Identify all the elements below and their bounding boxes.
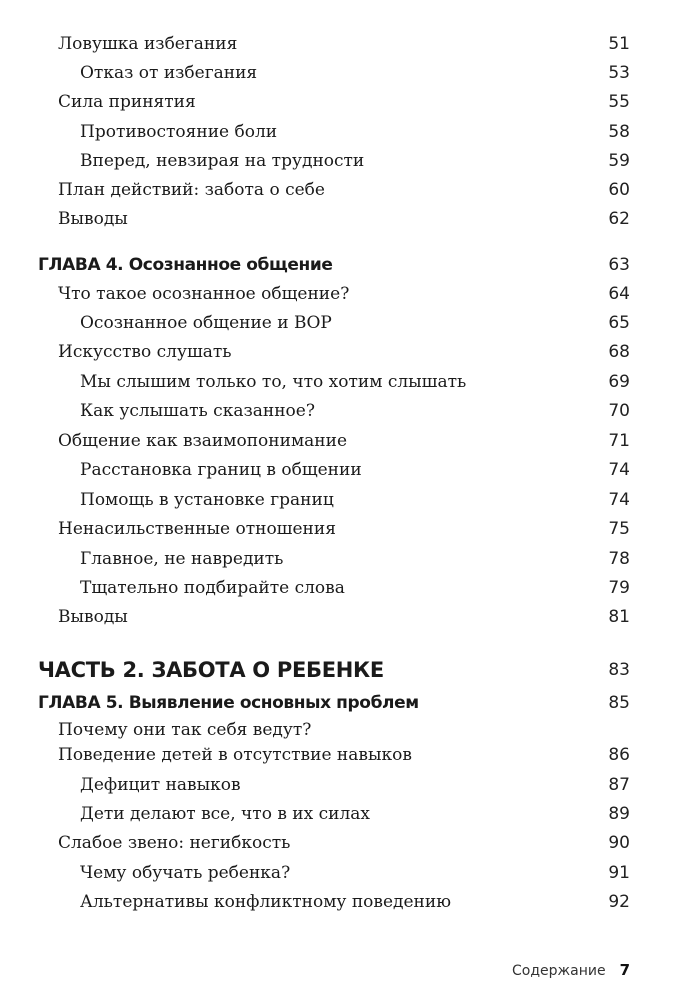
- toc-entry-page: 63: [608, 255, 630, 275]
- toc-entry-title: План действий: забота о себе: [58, 180, 325, 200]
- chapter-title: ГЛАВА 5. Выявление основных проблем: [38, 693, 419, 713]
- toc-chapter-heading: [0, 689, 683, 717]
- toc-subentry: [0, 771, 683, 799]
- toc-entry: [0, 88, 683, 116]
- toc-entry-title: Поведение детей в отсутствие навыков: [58, 745, 412, 765]
- toc-entry: [0, 515, 683, 543]
- toc-entry-title: Выводы: [58, 209, 128, 229]
- toc-entry-page: 58: [608, 122, 630, 142]
- toc-entry-page: 55: [608, 92, 630, 112]
- toc-entry-title: Ненасильственные отношения: [58, 519, 336, 539]
- toc-entry-page: 79: [608, 578, 630, 598]
- toc-subentry: [0, 59, 683, 87]
- toc-entry-page: 53: [608, 63, 630, 83]
- toc-subentry: [0, 309, 683, 337]
- toc-subentry: [0, 800, 683, 828]
- toc-entry-title: Вперед, невзирая на трудности: [80, 151, 365, 171]
- toc-entry-page: 64: [608, 284, 630, 304]
- toc-subentry: [0, 118, 683, 146]
- toc-entry-title: Главное, не навредить: [80, 549, 284, 569]
- toc-entry-title: Общение как взаимопонимание: [58, 431, 348, 451]
- toc-entry: [0, 603, 683, 631]
- toc-entry-page: 91: [608, 863, 630, 883]
- toc-entry: [0, 338, 683, 366]
- toc-entry-page: 89: [608, 804, 630, 824]
- toc-entry-page: 51: [608, 34, 630, 54]
- toc-entry: [0, 716, 683, 744]
- toc-entry-title: Что такое осознанное общение?: [58, 284, 350, 304]
- toc-entry-title: Дефицит навыков: [80, 775, 241, 795]
- toc-entry-page: 86: [608, 745, 630, 765]
- toc-entry: [0, 280, 683, 308]
- toc-subentry: [0, 456, 683, 484]
- toc-entry-title: Чему обучать ребенка?: [80, 863, 291, 883]
- toc-entry-page: 81: [608, 607, 630, 627]
- toc-entry-page: 71: [608, 431, 630, 451]
- toc-entry-page: 68: [608, 342, 630, 362]
- toc-entry-page: 87: [608, 775, 630, 795]
- toc-entry-page: 69: [608, 372, 630, 392]
- toc-entry-title: Искусство слушать: [58, 342, 232, 362]
- toc-subentry: [0, 397, 683, 425]
- toc-part-heading: [0, 656, 683, 684]
- toc-subentry: [0, 486, 683, 514]
- toc-entry: [0, 427, 683, 455]
- toc-entry: [0, 829, 683, 857]
- toc-entry-title: Помощь в установке границ: [80, 490, 334, 510]
- running-footer-label: Содержание: [511, 963, 606, 979]
- page-number: 7: [619, 961, 630, 979]
- toc-subentry: [0, 574, 683, 602]
- toc-entry-title: Отказ от избегания: [80, 63, 258, 83]
- chapter-title: ГЛАВА 4. Осознанное общение: [38, 255, 333, 275]
- toc-entry-title: Выводы: [58, 607, 128, 627]
- toc-subentry: [0, 888, 683, 916]
- toc-entry-page: 74: [608, 490, 630, 510]
- toc-entry-page: 83: [608, 660, 630, 680]
- toc-entry: [0, 741, 683, 769]
- toc-entry-title: Слабое звено: негибкость: [58, 833, 291, 853]
- toc-entry-title: Противостояние боли: [80, 122, 278, 142]
- toc-entry-title: Как услышать сказанное?: [80, 401, 315, 421]
- toc-entry: [0, 30, 683, 58]
- toc-subentry: [0, 859, 683, 887]
- toc-entry-title: Дети делают все, что в их силах: [80, 804, 371, 824]
- toc-entry-title: Альтернативы конфликтному поведению: [80, 892, 452, 912]
- page-footer: [512, 958, 630, 982]
- toc-subentry: [0, 545, 683, 573]
- toc-entry: [0, 205, 683, 233]
- toc-entry-page: 65: [608, 313, 630, 333]
- toc-entry-title: Ловушка избегания: [58, 34, 238, 54]
- toc-entry-title: Почему они так себя ведут?: [58, 720, 312, 740]
- toc-chapter-heading: [0, 251, 683, 279]
- toc-subentry: [0, 368, 683, 396]
- toc-entry-title: Тщательно подбирайте слова: [80, 578, 345, 598]
- toc-entry-page: 90: [608, 833, 630, 853]
- toc-entry-page: 78: [608, 549, 630, 569]
- toc-entry-title: Мы слышим только то, что хотим слышать: [80, 372, 467, 392]
- toc-entry-page: 75: [608, 519, 630, 539]
- toc-entry-page: 85: [608, 693, 630, 713]
- toc-entry-page: 60: [608, 180, 630, 200]
- toc-entry-page: 74: [608, 460, 630, 480]
- toc-entry: [0, 176, 683, 204]
- toc-entry-title: Сила принятия: [58, 92, 196, 112]
- toc-subentry: [0, 147, 683, 175]
- toc-entry-title: Расстановка границ в общении: [80, 460, 362, 480]
- toc-entry-page: 62: [608, 209, 630, 229]
- toc-entry-title: Осознанное общение и ВОР: [80, 313, 332, 333]
- toc-entry-page: 59: [608, 151, 630, 171]
- part-title: ЧАСТЬ 2. ЗАБОТА О РЕБЕНКЕ: [38, 658, 384, 682]
- toc-entry-page: 92: [608, 892, 630, 912]
- toc-entry-page: 70: [608, 401, 630, 421]
